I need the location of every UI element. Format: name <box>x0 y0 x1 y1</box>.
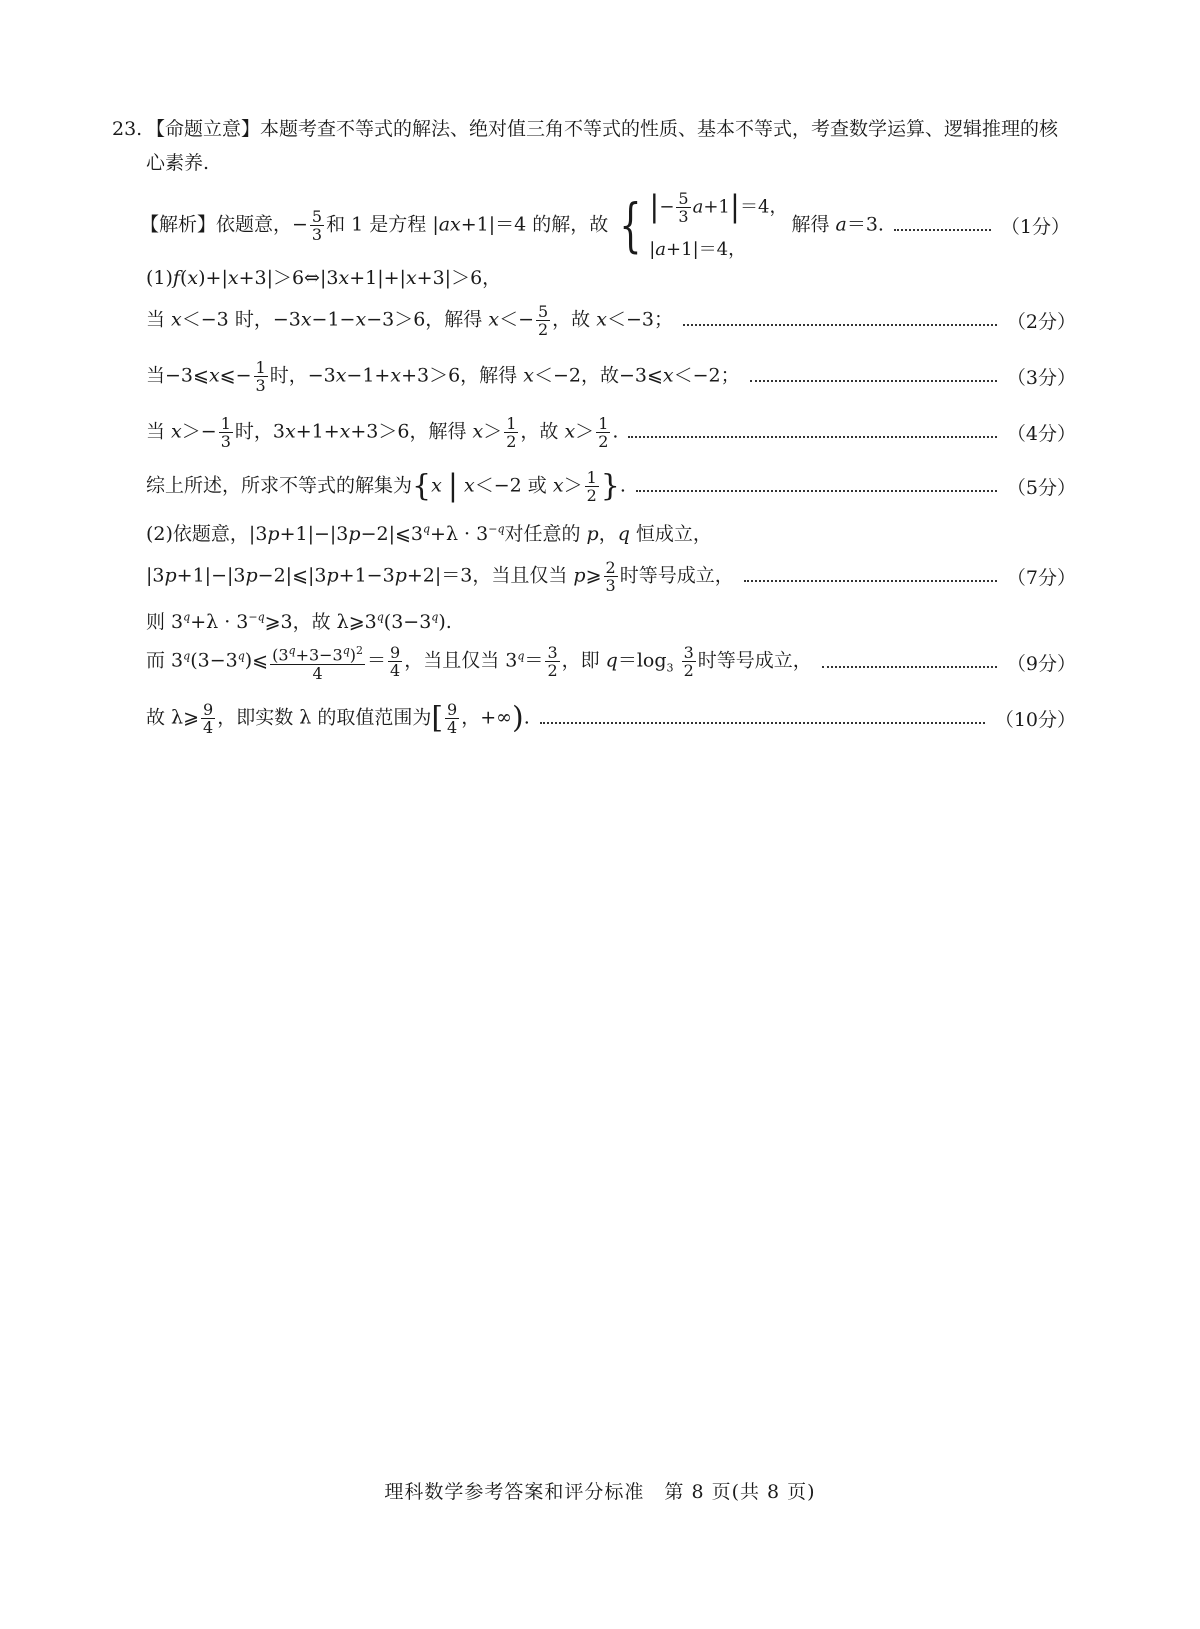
intent-label: 【命题立意】 <box>146 118 261 140</box>
analysis-line <box>140 190 1070 260</box>
conclusion-line <box>146 698 1076 738</box>
score-label: （7分） <box>1006 566 1076 589</box>
case3-line <box>146 412 1076 452</box>
score-label: （10分） <box>994 708 1076 731</box>
summary-text: 综上所述，所求不等式的解集为{x | x＜−2 或 x＞ $\frac{1}{2}$ }. <box>146 467 626 505</box>
dot-leader <box>540 722 985 724</box>
case1-line <box>146 300 1076 340</box>
dot-leader <box>750 380 997 382</box>
conclusion-text: 故 λ⩾ $\frac{9}{4}$ ，即实数 λ 的取值范围为[ $\frac{9}{4}$ ，+∞). <box>146 699 530 737</box>
score-label: （3分） <box>1006 366 1076 389</box>
amgm-text: 而 $3^q(3-3^q)⩽$ $\frac{(3^q+3-3^q)^2}{4}$ ＝ $\frac{9}{4}$ ，当且仅当 $3^q=$ $\frac{3}{2}$ ，即 $q=\log_3$ $\frac{3}{2}$ 时等号成立， <box>146 643 812 683</box>
dot-leader <box>894 229 991 231</box>
case3-text: 当 x＞− $\frac{1}{3}$ 时，3x+1+x+3＞6，解得 x＞ $\frac{1}{2}$ ，故 x＞ $\frac{1}{2}$ . <box>146 413 619 451</box>
case1-text: 当 x＜−3 时，−3x−1−x−3＞6，解得 x＜− $\frac{5}{2}$ ，故 x＜−3； <box>146 301 673 339</box>
dot-leader <box>822 666 997 668</box>
score-label: （4分） <box>1006 422 1076 445</box>
question-heading <box>112 112 1072 180</box>
triangle-text: |3p+1|−|3p−2|⩽|3p+1−3p+2|＝3，当且仅当 p⩾ $\frac{2}{3}$ 时等号成立， <box>146 557 734 595</box>
equation-system: { |− $\frac{5}{3}$ a+1|＝4， |a+1|＝4， <box>619 188 788 260</box>
case2-line <box>146 356 1076 396</box>
page-footer: 理科数学参考答案和评分标准 第 8 页(共 8 页) <box>384 1481 816 1503</box>
dot-leader <box>636 490 997 492</box>
part2-text: (2)依题意，$|3p+1|-|3p-2|⩽3^q+\lambda \cdot 3^{-q}$对任意的 p，q 恒成立， <box>146 522 712 545</box>
score-label: （9分） <box>1006 652 1076 675</box>
then-text: 则 $3^q+\lambda$ · $3^{-q}⩾3$，故 $\lambda⩾3^q(3-3^q)$. <box>146 610 452 633</box>
part2-intro-line <box>146 512 1076 552</box>
dot-leader <box>628 436 996 438</box>
summary-line <box>146 466 1076 506</box>
then-line <box>146 600 1076 640</box>
dot-leader <box>683 324 997 326</box>
question-intent <box>112 112 1072 180</box>
part1-intro-line <box>146 256 1076 296</box>
analysis-text: 【解析】依题意，− $\frac{5}{3}$ 和 1 是方程 |ax+1|＝4 的解，故 { |− $\frac{5}{3}$ a+1|＝4， |a+1|＝4， 解得 a＝3. <box>140 188 884 260</box>
question-number: 23. <box>112 118 143 140</box>
intent-text: 本题考查不等式的解法、绝对值三角不等式的性质、基本不等式，考查数学运算、逻辑推理的核心素养. <box>146 118 1059 174</box>
dot-leader <box>744 580 997 582</box>
score-label: （5分） <box>1006 476 1076 499</box>
score-label: （2分） <box>1006 310 1076 333</box>
score-label: （1分） <box>1000 215 1070 238</box>
amgm-line <box>146 642 1076 682</box>
triangle-line <box>146 556 1076 596</box>
case2-text: 当−3⩽x⩽− $\frac{1}{3}$ 时，−3x−1+x+3＞6，解得 x＜−2，故−3⩽x＜−2； <box>146 357 740 395</box>
part1-text: (1)f(x)+|x+3|＞6⇔|3x+1|+|x+3|＞6， <box>146 266 502 289</box>
